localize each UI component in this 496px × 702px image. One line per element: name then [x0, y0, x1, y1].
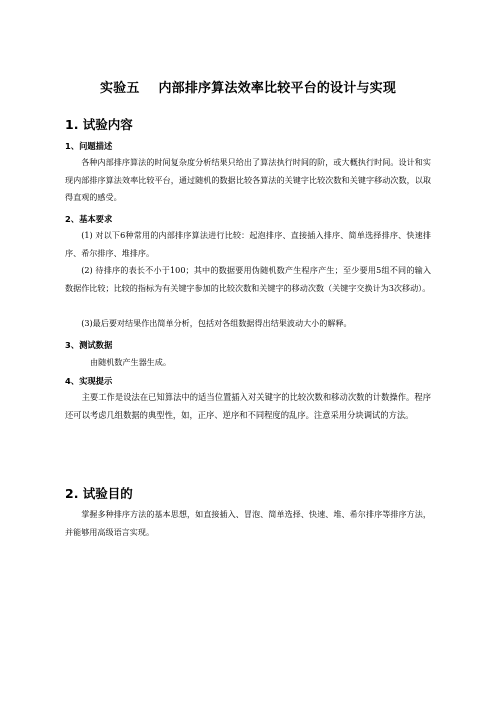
subheading-problem-description: 1、问题描述: [65, 141, 113, 151]
requirement-item-1: (1) 对以下6种常用的内部排序算法进行比较：起泡排序、直接插入排序、简单选择排序、快速排序、希尔排序、堆排序。: [65, 230, 431, 258]
subheading-test-data: 3、测试数据: [65, 340, 113, 350]
section-heading-content: 1. 试验内容: [65, 117, 133, 132]
requirement-item-2: (2) 待排序的表长不小于100；其中的数据要用伪随机数产生程序产生；至少要用5组不同的输入数据作比较；比较的指标为有关键字参加的比较次数和关键字的移动次数（关键字交换计为3次移动）。: [65, 265, 431, 293]
paragraph-test-data: 由随机数产生器生成。: [90, 357, 171, 367]
section-heading-purpose: 2. 试验目的: [65, 486, 133, 501]
paragraph-problem-description: 各种内部排序算法的时间复杂度分析结果只给出了算法执行时间的阶，或大概执行时间。设计和实现内部排序算法效率比较平台，通过随机的数据比较各算法的关键字比较次数和关键字移动次数，以取得直观的感受。: [65, 157, 431, 203]
paragraph-purpose: 掌握多种排序方法的基本思想，如直接插入、冒泡、简单选择、快速、堆、希尔排序等排序方法，并能够用高级语言实现。: [65, 509, 431, 537]
subheading-basic-requirements-label: 2、基本要求: [65, 214, 113, 224]
subheading-implementation-hints: 4、实现提示: [65, 376, 113, 386]
requirement-item-3: (3)最后要对结果作出简单分析，包括对各组数据得出结果波动大小的解释。: [81, 318, 352, 328]
paragraph-implementation-hints: 主要工作是设法在已知算法中的适当位置插入对关键字的比较次数和移动次数的计数操作。程序还可以考虑几组数据的典型性，如，正序、逆序和不同程度的乱序。注意采用分块调试的方法。: [65, 393, 431, 420]
document-title: 实验五 内部排序算法效率比较平台的设计与实现: [99, 81, 397, 96]
